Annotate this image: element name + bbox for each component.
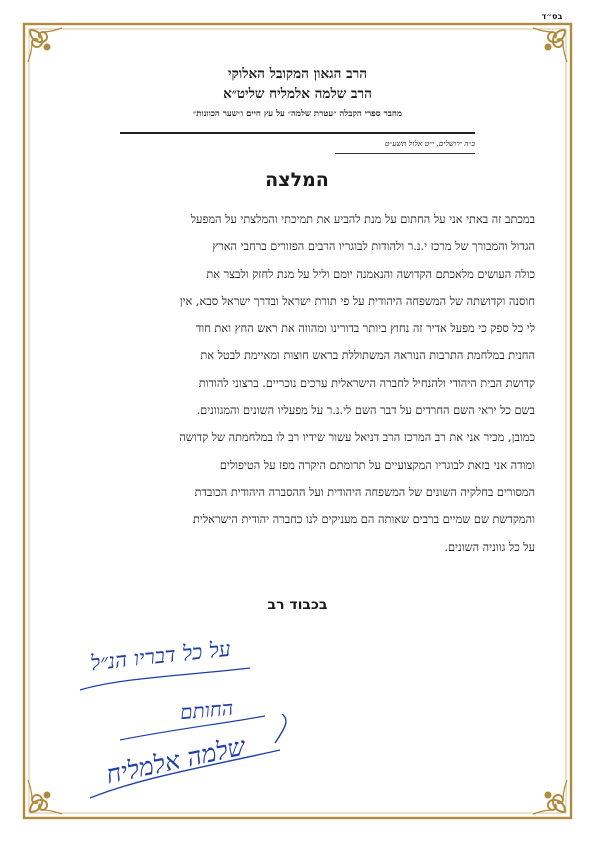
date-underline [335, 153, 475, 154]
body-line: בשם כל יראי השם החרדים על דבר השם לי.נ.ר על מפעליו השונים והמגוונים. [196, 404, 535, 418]
body-line: כמובן, מכיר אני את רב המרכז הרב דניאל עשור שידיו רב לו במלחמתה של קדושה [179, 431, 535, 445]
corner-mark: בס״ד [541, 12, 563, 21]
body-line: חוסנה וקדושתה של המשפחה היהודית על פי תורת ישראל ובדרך ישראל סבא, אין [179, 294, 535, 308]
body-line: המסורים בחלקיה השונים של המשפחה היהודית ועל ההסברה היהודית הכובדת [194, 485, 535, 499]
handwritten-signature [60, 628, 310, 808]
letterhead-line-2: הרב שלמה אלמליח שליט״א [223, 86, 372, 102]
letter-date: ב״ה ירושלים, י״ט אלול תשע״ט [384, 139, 475, 148]
corner-ornament-bottom-left [28, 780, 62, 814]
body-line: במכתב זה באתי אני על החתום על מנת להביע את תמיכתי והמלצתי על המפעל [190, 213, 535, 226]
corner-ornament-bottom-right [533, 780, 567, 814]
letter-body [60, 206, 535, 561]
letter-title: המלצה [265, 169, 329, 191]
letterhead-line-3: מחבר ספרי הקבלה ״עטרת שלמה״ על עץ חיים ו״שער הכוונות״ [193, 109, 402, 119]
corner-ornament-top-left [28, 28, 62, 62]
body-line: על כל גווניה השונים. [444, 540, 535, 554]
letterhead-divider [120, 132, 475, 134]
body-line: והמקדשת שם שמיים ברבים שאותה הם מעניקים לנו כחברה יהודית הישראלית [192, 513, 535, 527]
closing-salutation: בכבוד רב [267, 597, 328, 613]
signature-line-2: החותם [179, 695, 235, 725]
body-line: לי כל ספק כי מפעל אדיר זה נחוץ ביותר בדורינו ומהווה את ראש החץ ואת חוד [195, 322, 535, 336]
corner-ornament-top-right [533, 28, 567, 62]
body-line: קדושת הבית היהודי ולהנחיל לחברה הישראלית ערכים נוכריים. ברצוני להודות [198, 376, 535, 390]
body-line: החנית במלחמת התרבות הנוראה המשתוללת בראש חוצות ומאיימת לבטל את [200, 349, 535, 363]
body-line: כולה העושים מלאכתם הקדושה והנאמנה יומם וליל על מנת לחזק ולבצר את [206, 267, 535, 281]
signature-line-1: על כל דבריו הנ״ל [89, 636, 232, 676]
letterhead-line-1: הרב הגאון המקובל האלוקי [227, 66, 368, 82]
body-line: ומודה אני בזאת לבוגריו המקצועיים על תרומתם היקרה מפז על הטיפולים [219, 458, 535, 472]
letterhead [120, 64, 475, 121]
body-line: הגדול והמבורך של מרכז י.נ.ר ולהודות לבוגריו הרבים הפזורים ברחבי הארץ [212, 240, 535, 254]
signature-line-3: שלמה אלמליח [103, 731, 248, 790]
